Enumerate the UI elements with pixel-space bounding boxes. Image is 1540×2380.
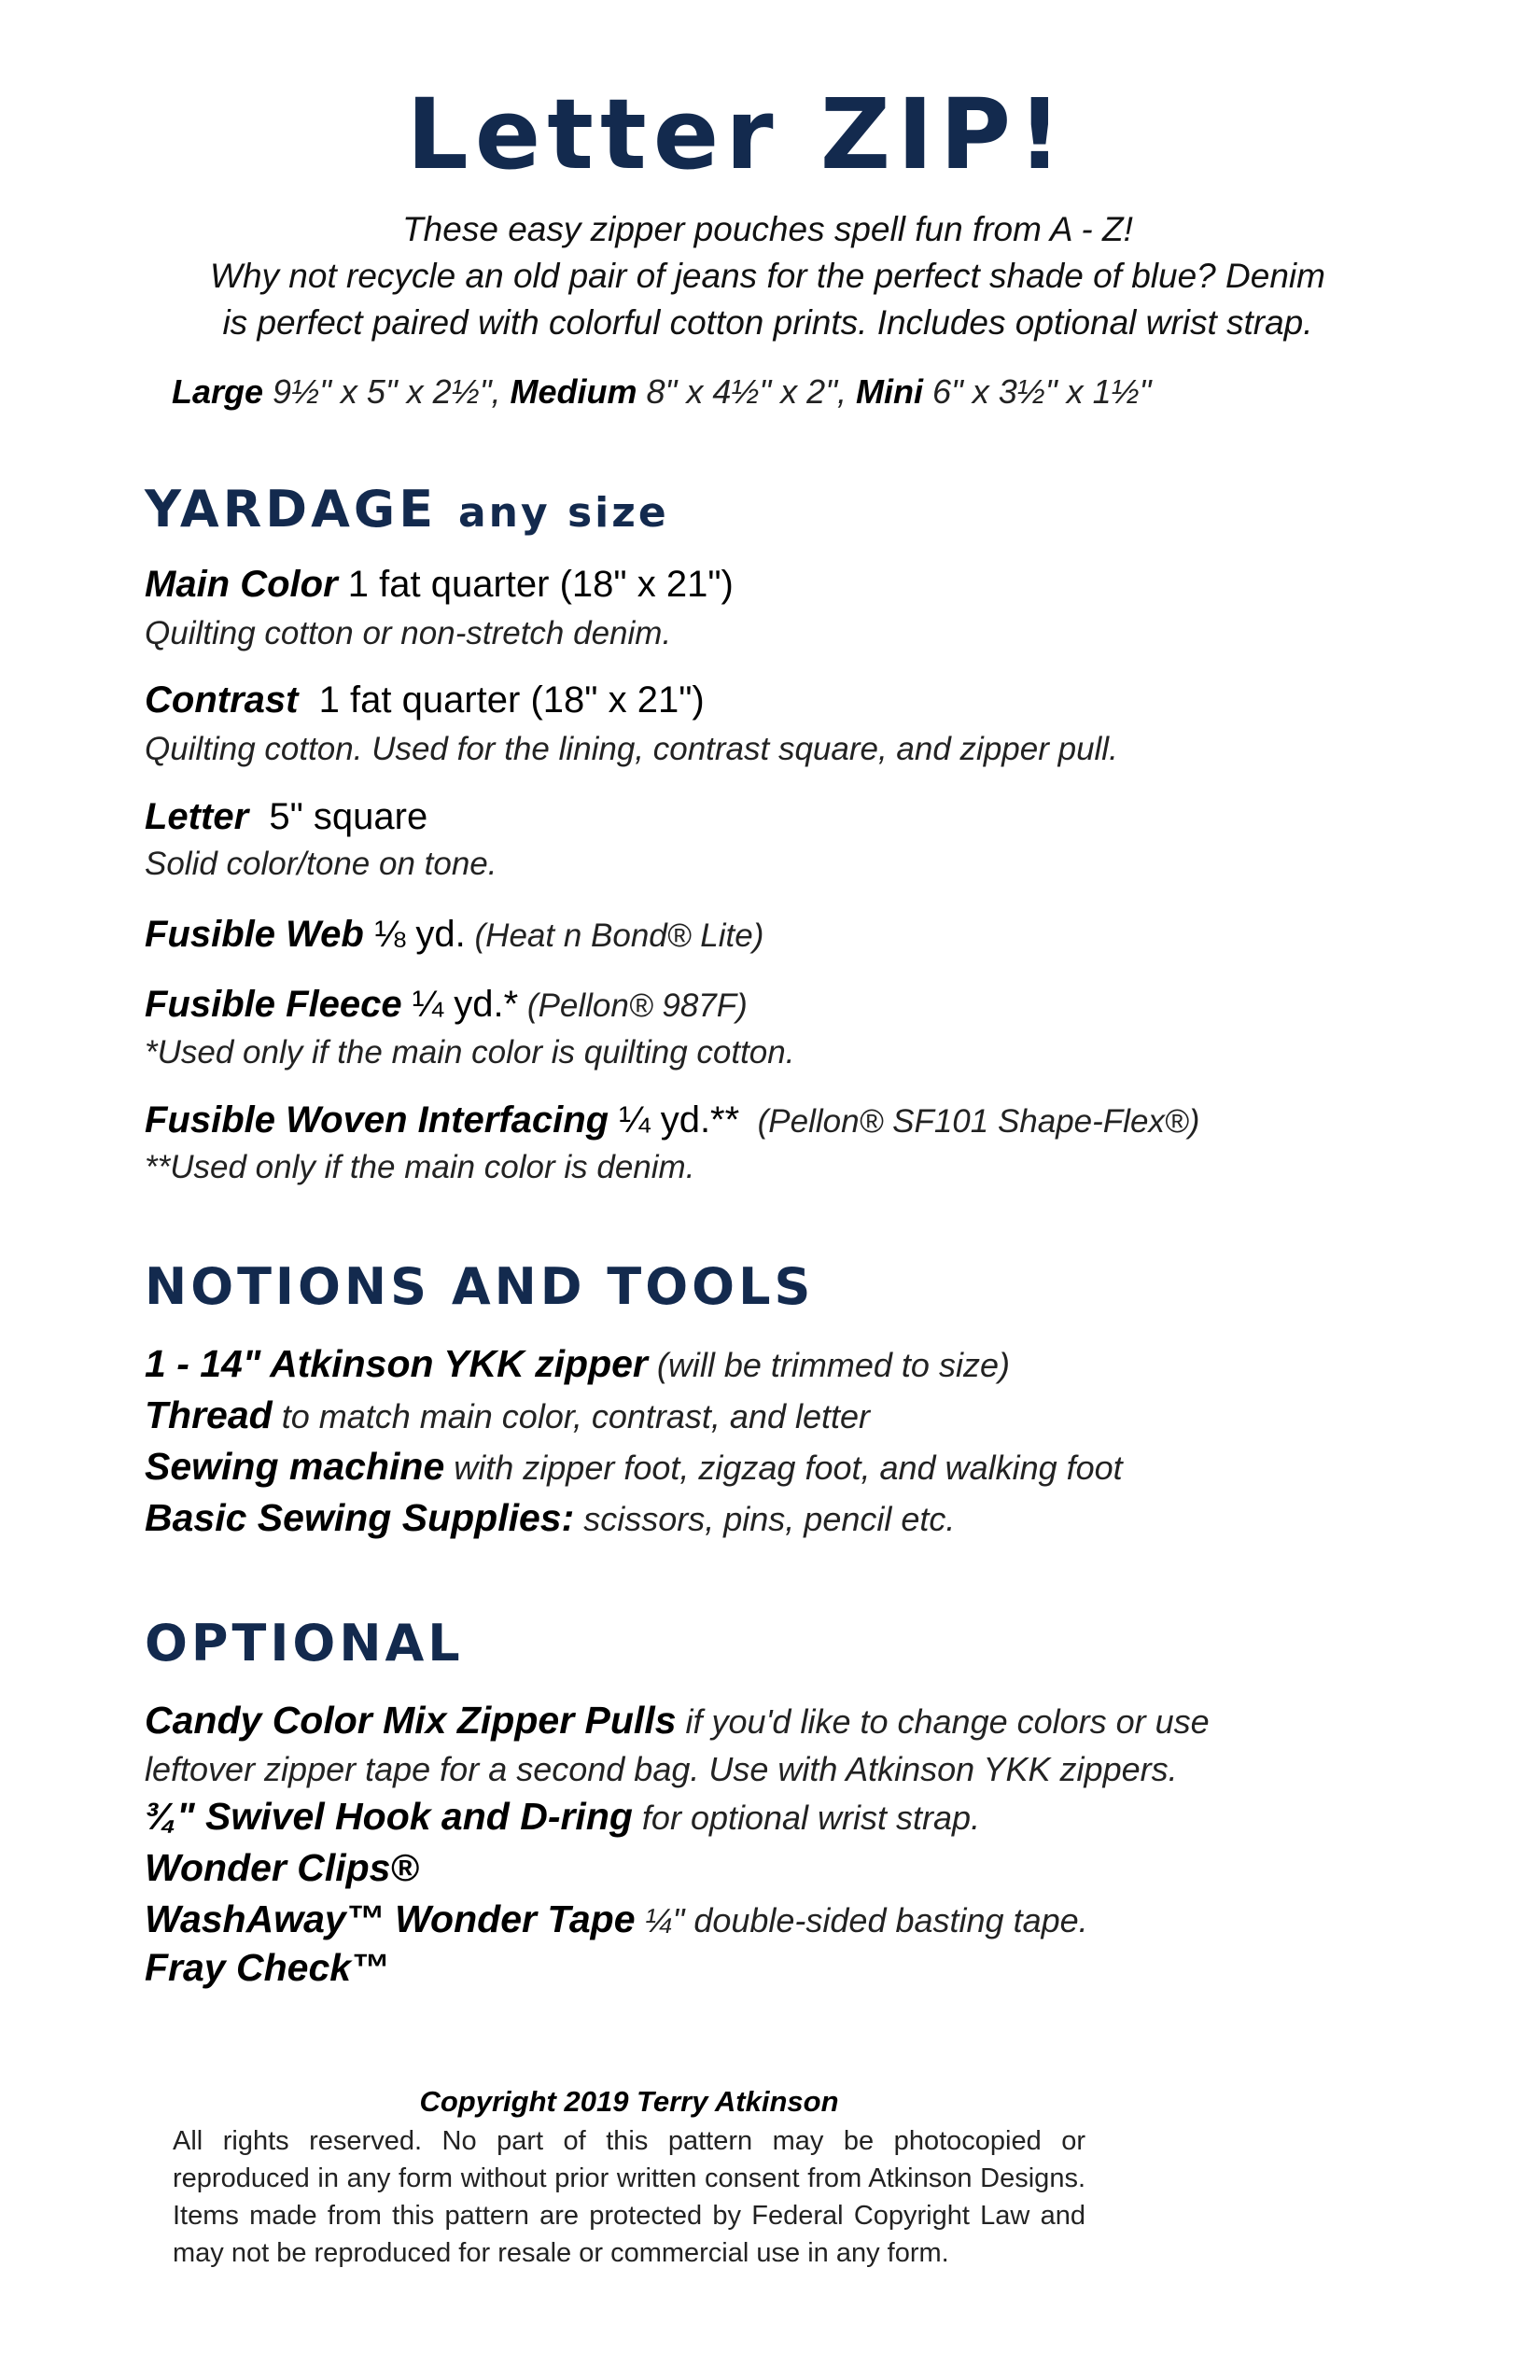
description-line-2: is perfect paired with colorful cotton prints. Includes optional wrist strap. (222, 303, 1313, 342)
yardage-subheading: any size (457, 489, 669, 537)
item-name: Letter (145, 796, 249, 837)
yardage-item-main-color (145, 566, 734, 603)
size-value-medium: 8" x 4½" x 2", (637, 372, 856, 411)
copyright-notice: All rights reserved. No part of this pattern may be photocopied or reproduced in any form without prior written consent from Atkinson Designs. Items made from this pattern are protected by Federal Copyright Law and may not be reproduced for resale or commercial use in any form. (173, 2126, 1085, 2268)
size-list (172, 372, 1152, 411)
item-amount: 5" square (248, 796, 428, 837)
item-name: Fray Check™ (145, 1946, 390, 1989)
item-name: Fusible Web (145, 914, 364, 955)
item-detail: with zipper foot, zigzag foot, and walking foot (444, 1449, 1123, 1487)
item-detail: leftover zipper tape for a second bag. Use with Atkinson YKK zippers. (145, 1750, 1178, 1788)
optional-item (145, 1846, 419, 1889)
yardage-heading (145, 480, 669, 539)
optional-item (145, 1701, 1210, 1740)
yardage-note-contrast: Quilting cotton. Used for the lining, contrast square, and zipper pull. (145, 731, 1118, 767)
optional-item (145, 1897, 1088, 1940)
yardage-note-main-color: Quilting cotton or non-stretch denim. (145, 615, 672, 651)
item-name: Wonder Clips® (145, 1846, 419, 1889)
item-name: Sewing machine (145, 1445, 445, 1488)
item-name: Basic Sewing Supplies: (145, 1496, 575, 1539)
item-detail: (will be trimmed to size) (647, 1346, 1010, 1384)
optional-item-continued (145, 1749, 1178, 1787)
item-detail: for optional wrist strap. (632, 1799, 981, 1837)
item-amount: ⅛ yd. (363, 914, 466, 955)
notions-item (145, 1393, 871, 1436)
yardage-item-fusible-fleece (145, 986, 748, 1023)
size-value-mini: 6" x 3½" x 1½" (922, 372, 1152, 411)
item-amount: ¼ yd.* (401, 984, 519, 1025)
yardage-heading-label: YARDAGE (145, 480, 438, 539)
item-brand: (Heat n Bond® Lite) (465, 917, 764, 954)
item-name: 1 - 14" Atkinson YKK zipper (145, 1342, 648, 1385)
notions-heading: NOTIONS AND TOOLS (145, 1257, 815, 1316)
size-value-large: 9½" x 5" x 2½", (263, 372, 511, 411)
item-detail: if you'd like to change colors or use (676, 1702, 1210, 1741)
item-detail: ¼" double-sided basting tape. (635, 1901, 1088, 1939)
item-name: Contrast (145, 679, 299, 721)
item-brand: (Pellon® SF101 Shape-Flex®) (739, 1103, 1200, 1140)
optional-heading: OPTIONAL (145, 1614, 464, 1673)
yardage-note-fusible-fleece: *Used only if the main color is quilting cotton. (145, 1034, 795, 1071)
page-title: Letter ZIP! (406, 77, 1069, 191)
item-name: Main Color (145, 564, 338, 605)
size-label-mini: Mini (855, 372, 923, 411)
yardage-item-contrast (145, 681, 705, 719)
item-name: ¾" Swivel Hook and D-ring (145, 1795, 633, 1838)
item-detail: to match main color, contrast, and letter (272, 1397, 871, 1435)
item-name: WashAway™ Wonder Tape (145, 1897, 636, 1940)
item-name: Candy Color Mix Zipper Pulls (145, 1699, 677, 1742)
item-amount: 1 fat quarter (18" x 21") (337, 564, 734, 605)
notions-item (145, 1496, 956, 1539)
yardage-item-fusible-woven (145, 1101, 1199, 1139)
item-brand: (Pellon® 987F) (518, 987, 748, 1024)
item-name: Thread (145, 1393, 273, 1436)
item-amount: 1 fat quarter (18" x 21") (298, 679, 705, 721)
yardage-note-letter: Solid color/tone on tone. (145, 846, 497, 882)
notions-item (145, 1445, 1123, 1488)
optional-item (145, 1795, 981, 1838)
item-name: Fusible Fleece (145, 984, 402, 1025)
yardage-item-letter (145, 798, 427, 835)
notions-item (145, 1342, 1010, 1385)
yardage-item-fusible-web (145, 916, 763, 953)
item-detail: scissors, pins, pencil etc. (574, 1500, 956, 1538)
copyright-heading: Copyright 2019 Terry Atkinson (419, 2085, 839, 2118)
description-line-1: Why not recycle an old pair of jeans for the perfect shade of blue? Denim (210, 257, 1325, 295)
size-label-large: Large (172, 372, 264, 411)
item-amount: ¼ yd.** (609, 1099, 740, 1141)
item-name: Fusible Woven Interfacing (145, 1099, 609, 1141)
size-label-medium: Medium (510, 372, 637, 411)
optional-item (145, 1946, 390, 1989)
yardage-note-fusible-woven: **Used only if the main color is denim. (145, 1149, 695, 1185)
tagline: These easy zipper pouches spell fun from A - Z! (402, 210, 1133, 248)
